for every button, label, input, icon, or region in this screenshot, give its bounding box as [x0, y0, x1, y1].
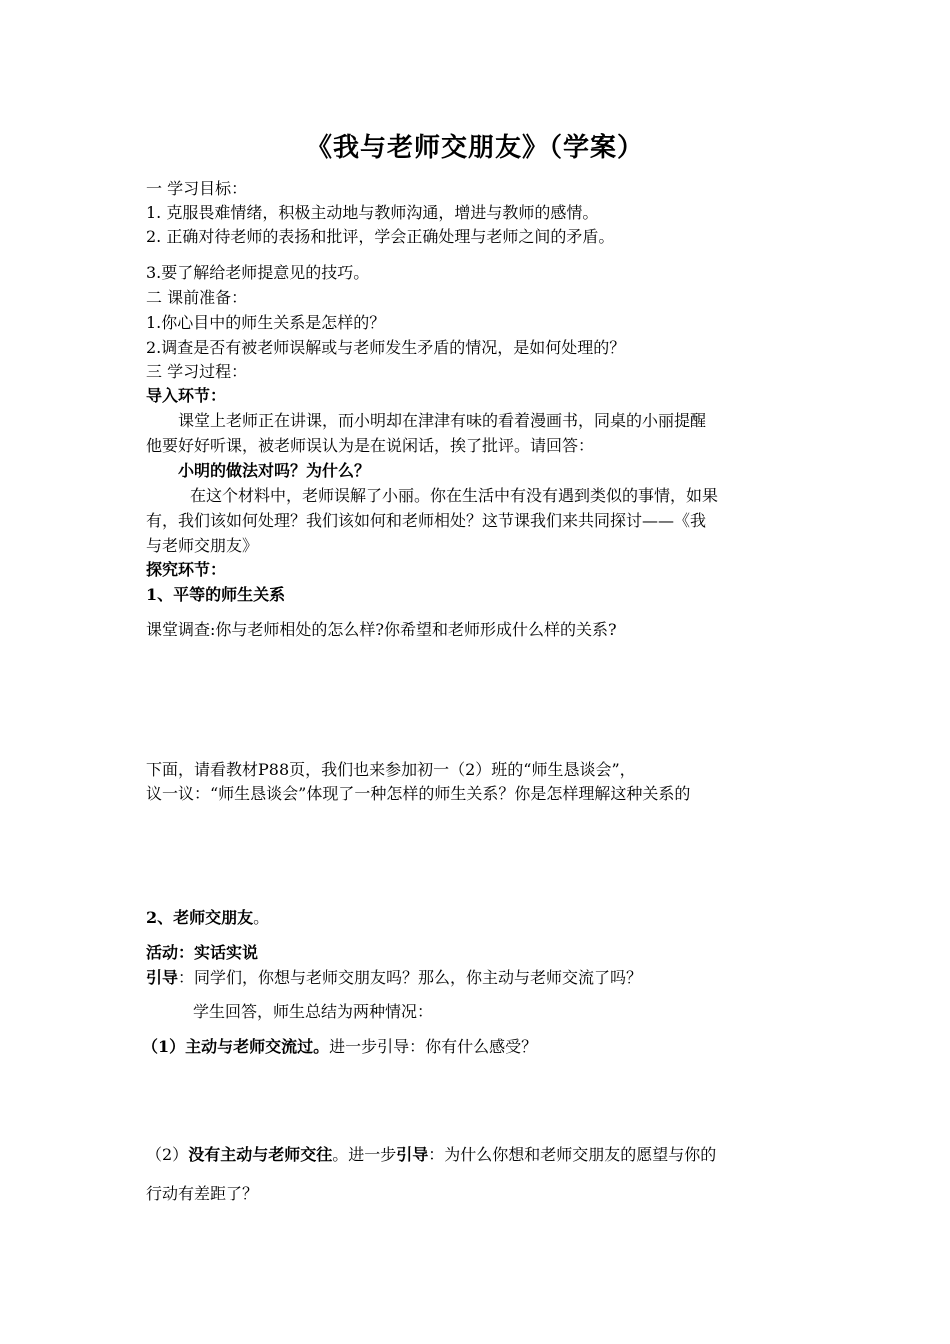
goal-item-1: 1. 克服畏难情绪，积极主动地与教师沟通，增进与教师的感情。 [146, 203, 599, 222]
intro-paragraph-2-line-1: 在这个材料中，老师误解了小丽。你在生活中有没有遇到类似的事情，如果 [190, 486, 719, 505]
activity-label: 活动：实话实说 [146, 943, 259, 962]
intro-paragraph-2-line-2: 有，我们该如何处理？我们该如何和老师相处？这节课我们来共同探讨——《我 [146, 511, 707, 530]
case-1-rest: 进一步引导：你有什么感受？ [329, 1037, 538, 1056]
case-2-mid: 。进一步 [332, 1145, 397, 1164]
goal-item-2: 2. 正确对待老师的表扬和批评，学会正确处理与老师之间的矛盾。 [146, 227, 615, 246]
case-2-bold: 没有主动与老师交往 [188, 1145, 333, 1164]
intro-paragraph-1-line-2: 他要好好听课，被老师误认为是在说闲话，挨了批评。请回答： [146, 436, 595, 455]
case-2-line-2: 行动有差距了？ [146, 1184, 259, 1203]
page-title: 《我与老师交朋友》（学案） [305, 133, 644, 163]
intro-paragraph-1-line-1: 课堂上老师正在讲课，而小明却在津津有味的看着漫画书，同桌的小丽提醒 [178, 411, 707, 430]
case-2-line-1 [146, 1144, 716, 1166]
part-2-heading-tail: 。 [253, 908, 270, 927]
part-2-heading [146, 907, 269, 929]
guide-line [146, 967, 642, 989]
intro-question: 小明的做法对吗？为什么？ [178, 461, 371, 480]
intro-paragraph-2-line-3: 与老师交朋友》 [146, 536, 259, 555]
part-1-heading: 1、平等的师生关系 [146, 585, 286, 604]
part-1-next-line-2: 议一议：“师生恳谈会”体现了一种怎样的师生关系？你是怎样理解这种关系的 [146, 784, 691, 803]
explore-label: 探究环节： [146, 560, 227, 579]
guide-label: 引导 [146, 968, 179, 987]
section-heading-prep: 二 课前准备： [146, 288, 248, 307]
case-1 [142, 1036, 537, 1058]
section-heading-process: 三 学习过程： [146, 362, 248, 381]
part-1-next-line-1: 下面，请看教材P88页，我们也来参加初一（2）班的“师生恳谈会”， [146, 760, 636, 779]
prep-item-1: 1.你心目中的师生关系是怎样的？ [146, 313, 386, 332]
case-2-guide: 引导 [396, 1145, 429, 1164]
prep-item-2: 2.调查是否有被老师误解或与老师发生矛盾的情况，是如何处理的？ [146, 338, 626, 357]
answer-summary: 学生回答，师生总结为两种情况： [193, 1002, 434, 1021]
intro-label: 导入环节： [146, 386, 227, 405]
case-1-bold: （1）主动与老师交流过。 [142, 1037, 330, 1056]
case-2-prefix: （2） [146, 1145, 189, 1164]
part-2-heading-text: 2、老师交朋友 [146, 908, 254, 927]
guide-text: ：同学们，你想与老师交朋友吗？那么，你主动与老师交流了吗？ [178, 968, 643, 987]
case-2-rest: ：为什么你想和老师交朋友的愿望与你的 [428, 1145, 717, 1164]
part-1-survey: 课堂调查:你与老师相处的怎么样?你希望和老师形成什么样的关系? [146, 620, 617, 639]
section-heading-goals: 一 学习目标： [146, 179, 248, 198]
goal-item-3: 3.要了解给老师提意见的技巧。 [146, 263, 370, 282]
